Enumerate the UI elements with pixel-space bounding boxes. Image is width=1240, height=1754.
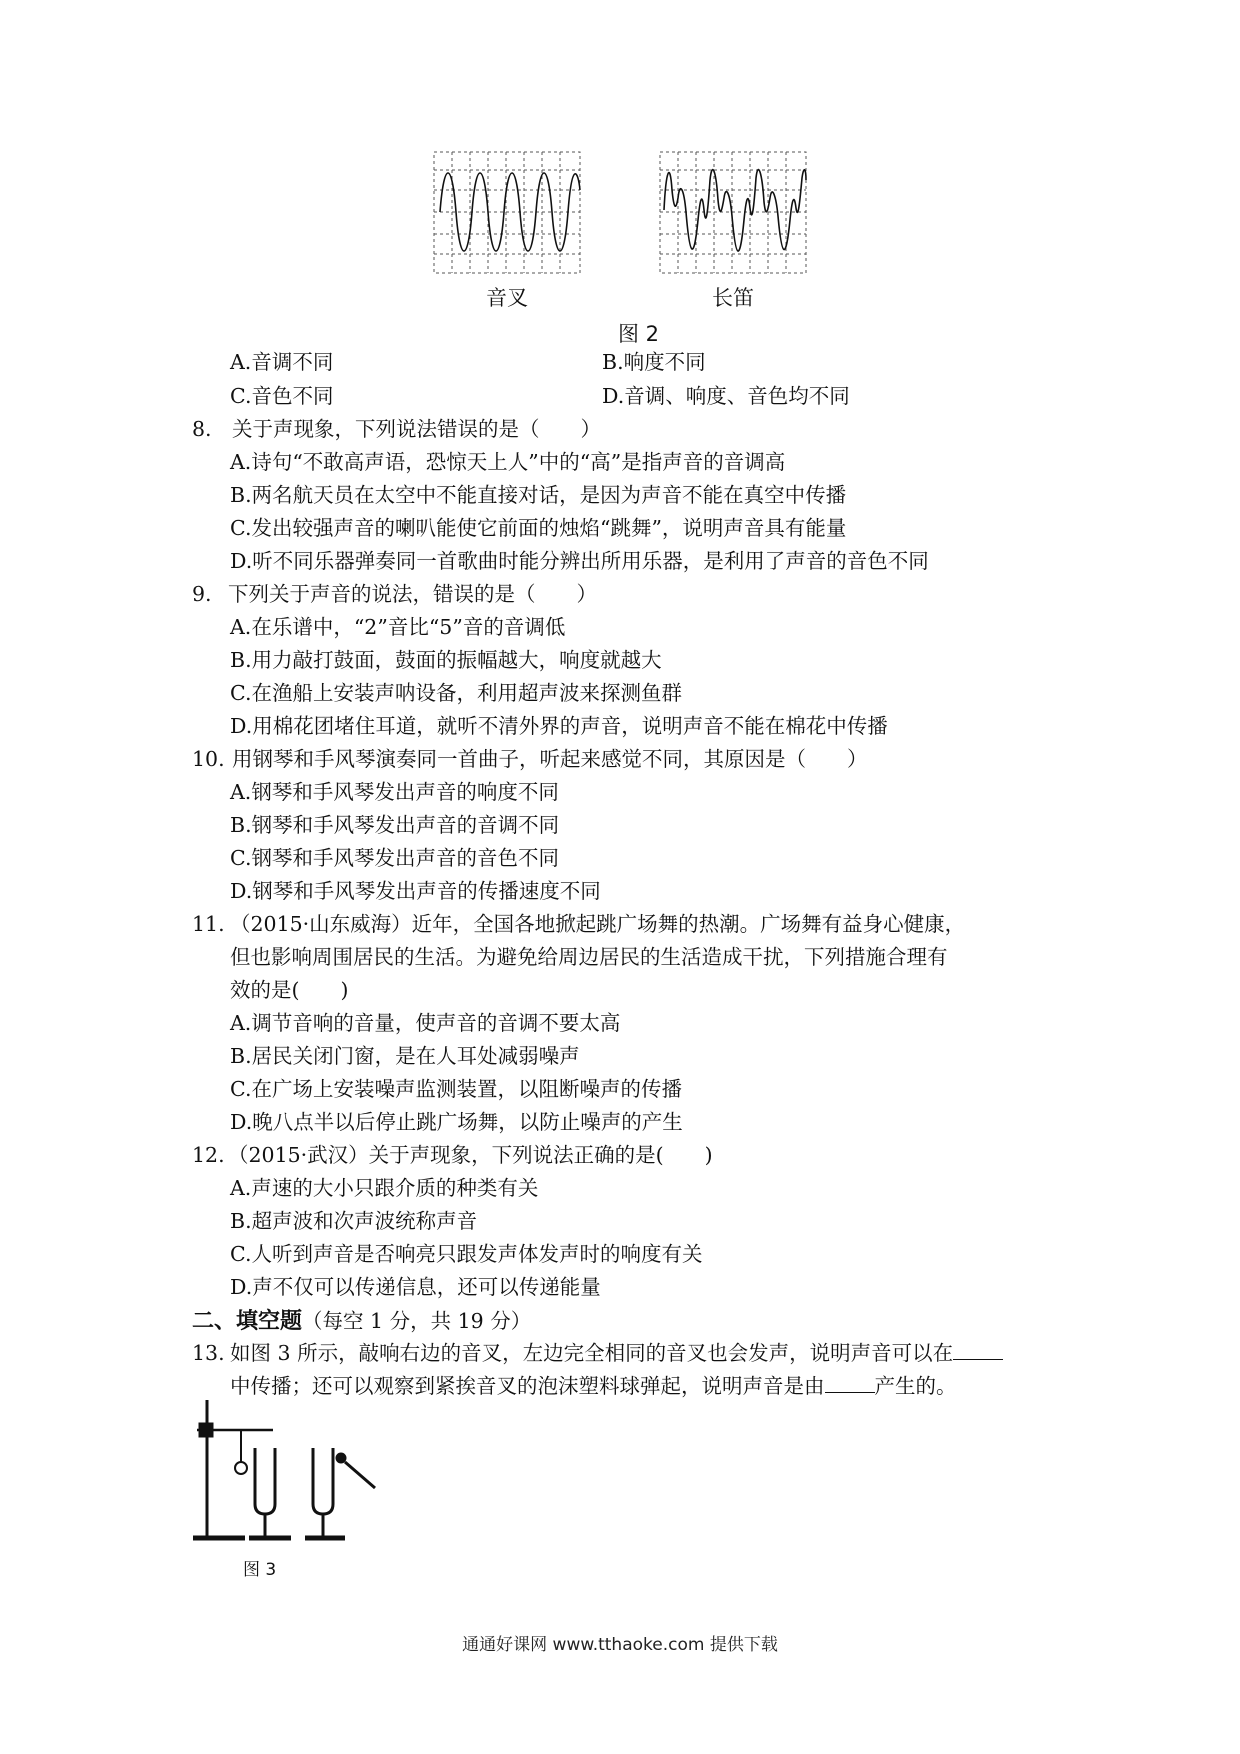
q13-text-3: 产生的。 <box>874 1374 957 1398</box>
q9-option-a: A.在乐谱中，“2”音比“5”音的音调低 <box>230 615 566 639</box>
q11-stem-line-2: 但也影响周围居民的生活。为避免给周边居民的生活造成干扰，下列措施合理有 <box>230 945 948 969</box>
q7-option-a: A.音调不同 <box>230 350 334 374</box>
q8-stem-line <box>192 413 601 445</box>
q12-stem-line <box>192 1139 713 1171</box>
q10-option-d: D.钢琴和手风琴发出声音的传播速度不同 <box>230 879 601 903</box>
q13-line-1 <box>192 1337 1003 1369</box>
q8-option-a: A.诗句“不敢高声语，恐惊天上人”中的“高”是指声音的音调高 <box>230 450 786 474</box>
tuning-fork-label: 音叉 <box>486 286 528 310</box>
q13-text-2: 中传播；还可以观察到紧挨音叉的泡沫塑料球弹起，说明声音是由 <box>230 1374 825 1398</box>
flute-waveform <box>658 150 808 275</box>
tuning-fork-waveform-graphic <box>432 150 582 275</box>
q11-stem-line-1 <box>192 908 965 940</box>
tuning-fork-apparatus <box>185 1390 405 1550</box>
q12-stem: （2015·武汉）关于声现象，下列说法正确的是( ) <box>228 1143 713 1167</box>
section-2-note: （每空 1 分，共 19 分） <box>302 1309 532 1333</box>
q13-blank-1[interactable] <box>953 1337 1003 1360</box>
figure-3 <box>185 1390 405 1550</box>
q13-blank-2[interactable] <box>825 1370 875 1393</box>
tuning-fork-waveform <box>432 150 582 275</box>
q8-option-b: B.两名航天员在太空中不能直接对话，是因为声音不能在真空中传播 <box>230 483 847 507</box>
q9-option-d: D.用棉花团堵住耳道，就听不清外界的声音，说明声音不能在棉花中传播 <box>230 714 888 738</box>
q11-stem-line-3: 效的是( ) <box>230 978 349 1002</box>
q11-option-d: D.晚八点半以后停止跳广场舞，以防止噪声的产生 <box>230 1110 683 1134</box>
q9-stem: 下列关于声音的说法，错误的是（ ） <box>228 582 597 606</box>
footer: 通通好课网 www.tthaoke.com 提供下载 <box>462 1635 778 1655</box>
q8-number: 8. <box>192 417 212 441</box>
q12-option-c: C.人听到声音是否响亮只跟发声体发声时的响度有关 <box>230 1242 703 1266</box>
section-2-title <box>192 1304 531 1335</box>
q12-number: 12. <box>192 1143 225 1167</box>
figure-3-caption: 图 3 <box>243 1560 277 1580</box>
q11-option-c: C.在广场上安装噪声监测装置，以阻断噪声的传播 <box>230 1077 682 1101</box>
q12-option-d: D.声不仅可以传递信息，还可以传递能量 <box>230 1275 601 1299</box>
q11-number: 11. <box>192 912 225 936</box>
q11-option-b: B.居民关闭门窗，是在人耳处减弱噪声 <box>230 1044 580 1068</box>
q9-option-b: B.用力敲打鼓面，鼓面的振幅越大，响度就越大 <box>230 648 662 672</box>
q8-option-d: D.听不同乐器弹奏同一首歌曲时能分辨出所用乐器，是利用了声音的音色不同 <box>230 549 929 573</box>
q10-option-c: C.钢琴和手风琴发出声音的音色不同 <box>230 846 559 870</box>
q9-number: 9. <box>192 582 212 606</box>
q10-stem-line <box>192 743 868 775</box>
q11-stem-1: （2015·山东威海）近年，全国各地掀起跳广场舞的热潮。广场舞有益身心健康， <box>230 912 966 936</box>
q12-option-a: A.声速的大小只跟介质的种类有关 <box>230 1176 539 1200</box>
q7-option-d: D.音调、响度、音色均不同 <box>602 384 850 408</box>
q8-stem: 关于声现象，下列说法错误的是（ ） <box>232 417 601 441</box>
q13-number: 13. <box>192 1341 225 1365</box>
q10-option-a: A.钢琴和手风琴发出声音的响度不同 <box>230 780 559 804</box>
q12-option-b: B.超声波和次声波统称声音 <box>230 1209 478 1233</box>
q8-option-c: C.发出较强声音的喇叭能使它前面的烛焰“跳舞”，说明声音具有能量 <box>230 516 847 540</box>
figure-2-caption: 图 2 <box>618 322 660 346</box>
q9-option-c: C.在渔船上安装声呐设备，利用超声波来探测鱼群 <box>230 681 682 705</box>
q11-option-a: A.调节音响的音量，使声音的音调不要太高 <box>230 1011 621 1035</box>
flute-waveform-graphic <box>658 150 808 275</box>
q13-text-1: 如图 3 所示，敲响右边的音叉，左边完全相同的音叉也会发声，说明声音可以在 <box>230 1341 954 1365</box>
q10-stem: 用钢琴和手风琴演奏同一首曲子，听起来感觉不同，其原因是（ ） <box>232 747 868 771</box>
q9-stem-line <box>192 578 597 610</box>
flute-label: 长笛 <box>712 286 754 310</box>
section-2-title-text: 二、填空题 <box>192 1309 303 1334</box>
q10-option-b: B.钢琴和手风琴发出声音的音调不同 <box>230 813 560 837</box>
q7-option-b: B.响度不同 <box>602 350 706 374</box>
q7-option-c: C.音色不同 <box>230 384 334 408</box>
q10-number: 10. <box>192 747 225 771</box>
